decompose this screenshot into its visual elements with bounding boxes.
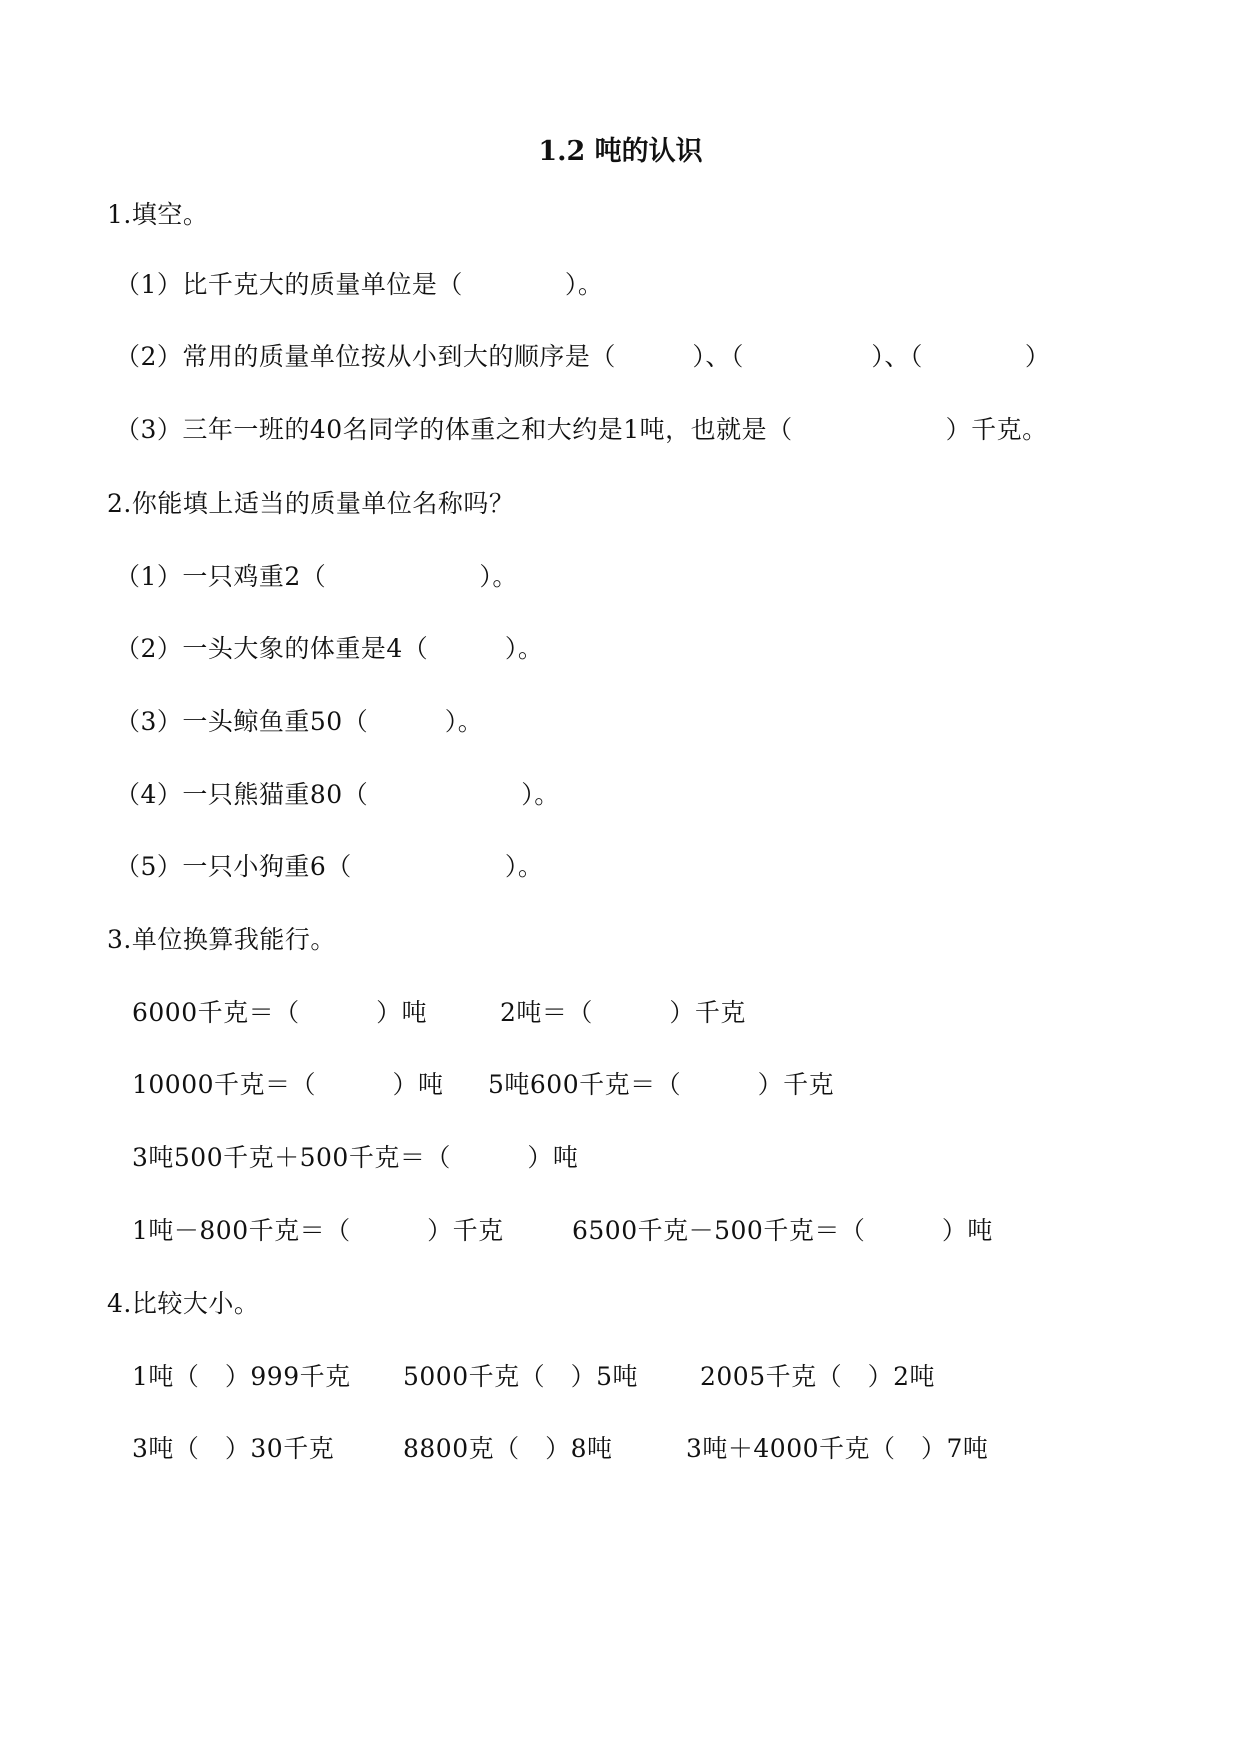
- compare-1c: 2005千克（ ）2吨: [700, 1362, 936, 1391]
- section-2-item-1: （1）一只鸡重2（ ）。: [115, 562, 518, 591]
- section-2-item-3: （3）一头鲸鱼重50（ ）。: [115, 707, 484, 736]
- section-1-item-1: （1）比千克大的质量单位是（ ）。: [115, 270, 604, 299]
- conversion-4b: 6500千克－500千克＝（ ）吨: [572, 1216, 993, 1245]
- conversion-3a: 3吨500千克＋500千克＝（ ）吨: [132, 1143, 579, 1172]
- conversion-1b: 2吨＝（ ）千克: [500, 998, 746, 1027]
- conversion-1a: 6000千克＝（ ）吨: [132, 998, 428, 1027]
- conversion-4a: 1吨－800千克＝（ ）千克: [132, 1216, 504, 1245]
- section-3-heading: 3.单位换算我能行。: [107, 925, 336, 954]
- page-title: 1.2 吨的认识: [538, 136, 703, 167]
- compare-1b: 5000千克（ ）5吨: [403, 1362, 639, 1391]
- compare-2c: 3吨＋4000千克（ ）7吨: [686, 1434, 989, 1463]
- compare-2b: 8800克（ ）8吨: [403, 1434, 613, 1463]
- section-1-item-2: （2）常用的质量单位按从小到大的顺序是（ ）、（ ）、（ ）: [115, 342, 1051, 371]
- section-4-heading: 4.比较大小。: [107, 1289, 260, 1318]
- conversion-2b: 5吨600千克＝（ ）千克: [488, 1070, 835, 1099]
- section-2-item-5: （5）一只小狗重6（ ）。: [115, 852, 544, 881]
- section-2-item-4: （4）一只熊猫重80（ ）。: [115, 780, 560, 809]
- section-1-heading: 1.填空。: [107, 200, 209, 229]
- section-2-item-2: （2）一头大象的体重是4（ ）。: [115, 634, 544, 663]
- conversion-2a: 10000千克＝（ ）吨: [132, 1070, 444, 1099]
- compare-1a: 1吨（ ）999千克: [132, 1362, 351, 1391]
- section-1-item-3: （3）三年一班的40名同学的体重之和大约是1吨，也就是（ ）千克。: [115, 415, 1048, 444]
- compare-2a: 3吨（ ）30千克: [132, 1434, 335, 1463]
- section-2-heading: 2.你能填上适当的质量单位名称吗？: [107, 489, 515, 518]
